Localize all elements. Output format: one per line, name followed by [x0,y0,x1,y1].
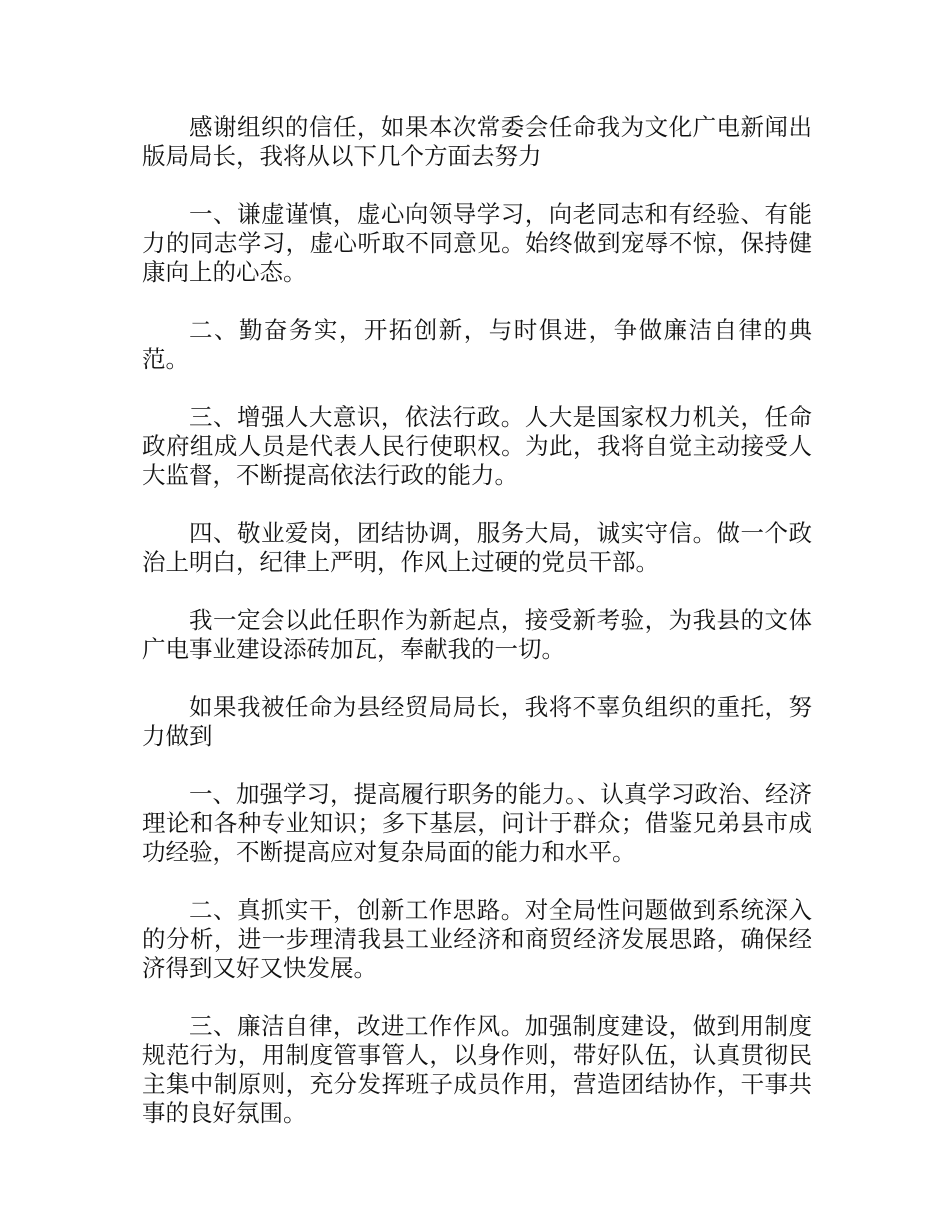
paragraph-point-2-diligence: 二、勤奋务实，开拓创新，与时俱进，争做廉洁自律的典范。 [142,316,812,373]
paragraph-trade-point-3-integrity: 三、廉洁自律，改进工作作风。加强制度建设，做到用制度规范行为，用制度管事管人，以身作则，带好队伍，认真贯彻民主集中制原则，充分发挥班子成员作用，营造团结协作，干事共事的良好氛围。 [142,1012,812,1127]
paragraph-trade-point-1-study: 一、加强学习，提高履行职务的能力。、认真学习政治、经济理论和各种专业知识；多下基层，问计于群众；借鉴兄弟县市成功经验，不断提高应对复杂局面的能力和水平。 [142,780,812,866]
paragraph-intro-culture-bureau: 感谢组织的信任，如果本次常委会任命我为文化广电新闻出版局局长，我将从以下几个方面去努力 [142,113,812,170]
paragraph-trade-point-2-practical-work: 二、真抓实干，创新工作思路。对全局性问题做到系统深入的分析，进一步理清我县工业经济和商贸经济发展思路，确保经济得到又好又快发展。 [142,896,812,982]
document-body [142,113,812,1157]
paragraph-point-4-dedication: 四、敬业爱岗，团结协调，服务大局，诚实守信。做一个政治上明白，纪律上严明，作风上过硬的党员干部。 [142,519,812,576]
paragraph-point-3-rule-of-law: 三、增强人大意识，依法行政。人大是国家权力机关，任命政府组成人员是代表人民行使职权。为此，我将自觉主动接受人大监督，不断提高依法行政的能力。 [142,403,812,489]
paragraph-point-1-humility: 一、谦虚谨慎，虚心向领导学习，向老同志和有经验、有能力的同志学习，虚心听取不同意见。始终做到宠辱不惊，保持健康向上的心态。 [142,200,812,286]
paragraph-commitment: 我一定会以此任职作为新起点，接受新考验，为我县的文体广电事业建设添砖加瓦，奉献我的一切。 [142,606,812,663]
paragraph-intro-trade-bureau: 如果我被任命为县经贸局局长，我将不辜负组织的重托，努力做到 [142,693,812,750]
